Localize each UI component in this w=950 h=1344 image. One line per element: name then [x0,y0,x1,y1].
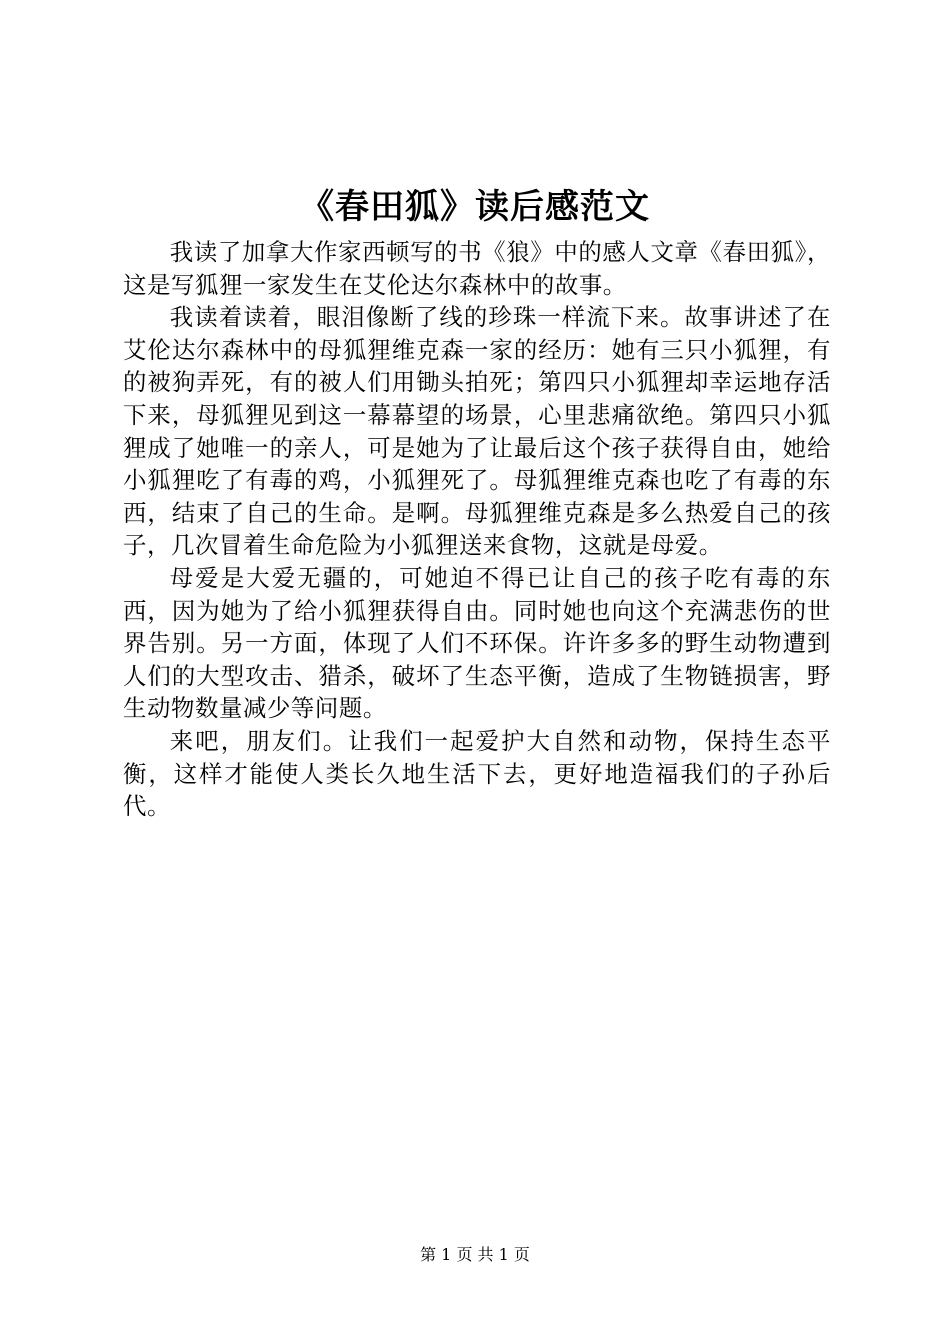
paragraph-3: 母爱是大爱无疆的，可她迫不得已让自己的孩子吃有毒的东西，因为她为了给小狐狸获得自由。同时她也向这个充满悲伤的世界告别。另一方面，体现了人们不环保。许许多多的野生动物遭到人们的大型攻击、猎杀，破坏了生态平衡，造成了生物链损害，野生动物数量减少等问题。 [123,563,831,723]
document-body [123,236,831,823]
page-footer: 第 1 页 共 1 页 [420,1245,530,1264]
document-title: 《春田狐》读后感范文 [300,187,650,227]
paragraph-4: 来吧，朋友们。让我们一起爱护大自然和动物，保持生态平衡，这样才能使人类长久地生活下去，更好地造福我们的子孙后代。 [123,726,831,821]
paragraph-1: 我读了加拿大作家西顿写的书《狼》中的感人文章《春田狐》，这是写狐狸一家发生在艾伦达尔森林中的故事。 [123,238,831,299]
paragraph-2: 我读着读着，眼泪像断了线的珍珠一样流下来。故事讲述了在艾伦达尔森林中的母狐狸维克森一家的经历：她有三只小狐狸，有的被狗弄死，有的被人们用锄头拍死；第四只小狐狸却幸运地存活下来，母狐狸见到这一幕幕望的场景，心里悲痛欲绝。第四只小狐狸成了她唯一的亲人，可是她为了让最后这个孩子获得自由，她给小狐狸吃了有毒的鸡，小狐狸死了。母狐狸维克森也吃了有毒的东西，结束了自己的生命。是啊。母狐狸维克森是多么热爱自己的孩子，几次冒着生命危险为小狐狸送来食物，这就是母爱。 [123,303,831,560]
